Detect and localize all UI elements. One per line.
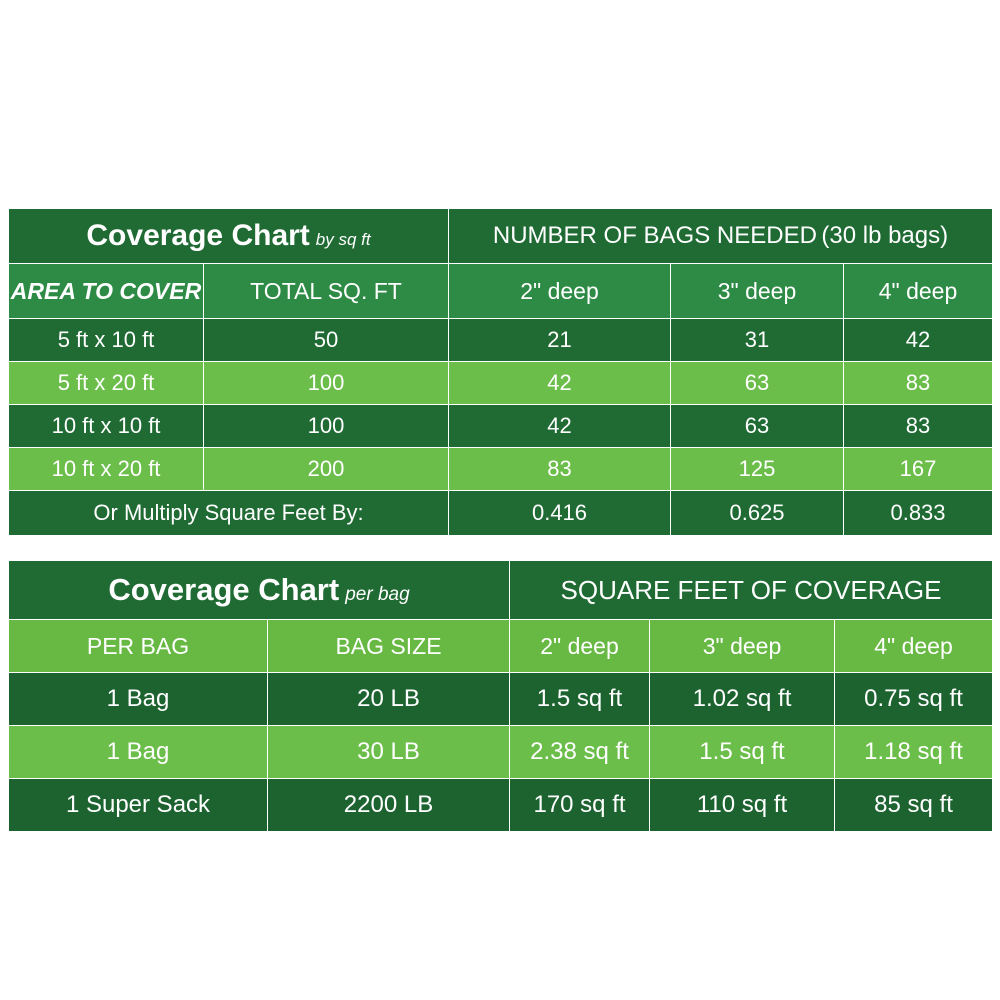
cell-total-sqft: 100 [204, 362, 449, 405]
table-column-header-row [9, 264, 993, 319]
column-header-2in-deep: 2" deep [510, 620, 650, 673]
page-title-2: Coverage Chart [108, 572, 340, 607]
cell-3in: 63 [671, 405, 844, 448]
table-row [9, 448, 993, 491]
cell-per-bag: 1 Bag [9, 726, 268, 779]
cell-area: 5 ft x 10 ft [9, 319, 204, 362]
cell-bag-size: 2200 LB [268, 779, 510, 832]
cell-2in: 170 sq ft [510, 779, 650, 832]
table-row [9, 319, 993, 362]
sq-ft-coverage-header-cell [510, 561, 993, 620]
cell-4in: 0.75 sq ft [835, 673, 993, 726]
coverage-table-per-bag [8, 560, 993, 832]
page-subtitle: by sq ft [315, 230, 371, 249]
cell-total-sqft: 200 [204, 448, 449, 491]
coverage-chart-per-bag [8, 560, 992, 832]
column-header-4in-deep: 4" deep [844, 264, 993, 319]
chart-title-cell [9, 209, 449, 264]
multiply-4in: 0.833 [844, 491, 993, 536]
bags-needed-header-cell [449, 209, 993, 264]
cell-3in: 125 [671, 448, 844, 491]
column-header-bag-size: BAG SIZE [268, 620, 510, 673]
cell-2in: 1.5 sq ft [510, 673, 650, 726]
chart2-title-cell [9, 561, 510, 620]
table-row [9, 405, 993, 448]
page-subtitle-2: per bag [345, 584, 410, 605]
column-header-4in-deep: 4" deep [835, 620, 993, 673]
table-title-row [9, 209, 993, 264]
table-footer-row [9, 491, 993, 536]
table-row [9, 362, 993, 405]
cell-area: 10 ft x 20 ft [9, 448, 204, 491]
cell-4in: 1.18 sq ft [835, 726, 993, 779]
bags-needed-note: (30 lb bags) [821, 222, 949, 249]
multiply-label: Or Multiply Square Feet By: [9, 491, 449, 536]
coverage-table-by-sq-ft [8, 208, 993, 536]
column-header-per-bag: PER BAG [9, 620, 268, 673]
table-row [9, 673, 993, 726]
cell-per-bag: 1 Bag [9, 673, 268, 726]
cell-2in: 83 [449, 448, 671, 491]
coverage-chart-by-sq-ft [8, 208, 992, 536]
column-header-area-to-cover: AREA TO COVER [9, 264, 204, 319]
cell-per-bag: 1 Super Sack [9, 779, 268, 832]
table-row [9, 779, 993, 832]
cell-total-sqft: 50 [204, 319, 449, 362]
cell-area: 5 ft x 20 ft [9, 362, 204, 405]
cell-2in: 21 [449, 319, 671, 362]
column-header-3in-deep: 3" deep [671, 264, 844, 319]
multiply-2in: 0.416 [449, 491, 671, 536]
cell-3in: 63 [671, 362, 844, 405]
cell-bag-size: 20 LB [268, 673, 510, 726]
cell-area: 10 ft x 10 ft [9, 405, 204, 448]
cell-3in: 1.5 sq ft [650, 726, 835, 779]
table-column-header-row [9, 620, 993, 673]
column-header-2in-deep: 2" deep [449, 264, 671, 319]
cell-4in: 83 [844, 362, 993, 405]
multiply-3in: 0.625 [671, 491, 844, 536]
column-header-total-sq-ft: TOTAL SQ. FT [204, 264, 449, 319]
column-header-3in-deep: 3" deep [650, 620, 835, 673]
table-row [9, 726, 993, 779]
cell-4in: 83 [844, 405, 993, 448]
cell-2in: 42 [449, 405, 671, 448]
cell-total-sqft: 100 [204, 405, 449, 448]
cell-bag-size: 30 LB [268, 726, 510, 779]
table-title-row [9, 561, 993, 620]
bags-needed-header: NUMBER OF BAGS NEEDED [492, 222, 817, 249]
cell-3in: 31 [671, 319, 844, 362]
cell-3in: 110 sq ft [650, 779, 835, 832]
cell-4in: 85 sq ft [835, 779, 993, 832]
cell-2in: 2.38 sq ft [510, 726, 650, 779]
cell-4in: 42 [844, 319, 993, 362]
cell-3in: 1.02 sq ft [650, 673, 835, 726]
sq-ft-coverage-header: SQUARE FEET OF COVERAGE [560, 574, 942, 605]
page-title: Coverage Chart [86, 219, 310, 252]
cell-2in: 42 [449, 362, 671, 405]
cell-4in: 167 [844, 448, 993, 491]
